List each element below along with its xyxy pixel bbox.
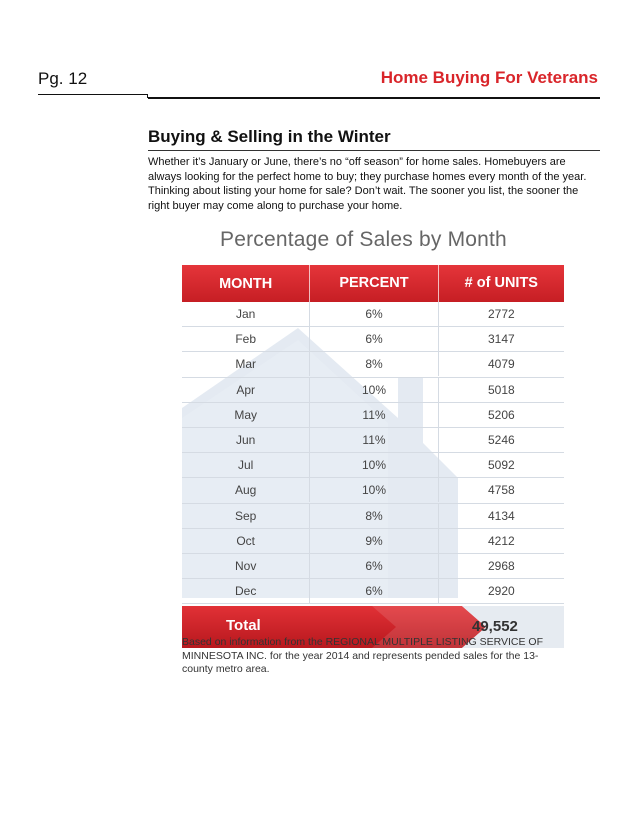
- cell-month: May: [234, 407, 257, 422]
- table-body: [182, 302, 564, 604]
- cell-units: 4758: [438, 478, 564, 502]
- cell-units: 4079: [438, 352, 564, 376]
- section-rule: [148, 150, 600, 151]
- cell-month: Nov: [234, 558, 257, 573]
- cell-units: 5092: [438, 453, 564, 477]
- cell-month: Aug: [234, 483, 257, 498]
- table-row: [182, 554, 564, 579]
- sales-table: [182, 265, 564, 648]
- cell-percent: 10%: [309, 478, 437, 502]
- cell-percent: 9%: [309, 529, 437, 553]
- table-row: [182, 529, 564, 554]
- table-row: [182, 403, 564, 428]
- cell-percent: 11%: [309, 403, 437, 427]
- table-header-row: [182, 265, 564, 302]
- cell-units: 2920: [438, 579, 564, 603]
- cell-units: 2968: [438, 554, 564, 578]
- cell-units: 4212: [438, 529, 564, 553]
- cell-units: 5246: [438, 428, 564, 452]
- header-rule-left: [38, 94, 148, 95]
- cell-month: Apr: [236, 382, 255, 397]
- cell-percent: 10%: [309, 453, 437, 477]
- header-units: # of UNITS: [438, 265, 564, 302]
- cell-percent: 6%: [309, 554, 437, 578]
- cell-units: 5018: [438, 378, 564, 402]
- total-value: 49,552: [472, 618, 518, 636]
- cell-month: Jul: [237, 458, 254, 473]
- sales-figure: [178, 228, 570, 698]
- cell-units: 3147: [438, 327, 564, 351]
- page-number: Pg. 12: [38, 69, 88, 88]
- cell-percent: 10%: [309, 378, 437, 402]
- table-row: [182, 478, 564, 503]
- figure-title: Percentage of Sales by Month: [220, 228, 507, 251]
- document-title: Home Buying For Veterans: [380, 68, 598, 87]
- table-row: [182, 327, 564, 352]
- cell-units: 5206: [438, 403, 564, 427]
- total-label: Total: [226, 617, 261, 635]
- cell-percent: 6%: [309, 327, 437, 351]
- header-rule-right: [148, 97, 600, 99]
- cell-percent: 8%: [309, 352, 437, 376]
- section-title: Buying & Selling in the Winter: [148, 127, 391, 146]
- table-row: [182, 428, 564, 453]
- table-row: [182, 453, 564, 478]
- header-percent: PERCENT: [309, 265, 437, 302]
- cell-month: Jan: [235, 307, 256, 322]
- section-body: Whether it’s January or June, there’s no “off season” for home sales. Homebuyers are always looking for the perfect home to buy; they purchase homes every month of the year. Thinking about listing your home for sale? Don’t wait. The sooner you list, the sooner the right buyer may come along to purchase your home.: [148, 156, 587, 212]
- cell-percent: 11%: [309, 428, 437, 452]
- table-row: [182, 378, 564, 403]
- cell-month: Sep: [234, 508, 257, 523]
- cell-month: Oct: [236, 533, 255, 548]
- table-row: [182, 579, 564, 604]
- figure-footnote: Based on information from the REGIONAL MULTIPLE LISTING SERVICE OF MINNESOTA INC. for the year 2014 and represents pended sales for the 13-county metro area.: [182, 636, 544, 675]
- header-month: MONTH: [219, 275, 273, 292]
- cell-month: Feb: [235, 332, 256, 347]
- table-row: [182, 352, 564, 377]
- cell-units: 2772: [438, 302, 564, 326]
- cell-month: Mar: [235, 357, 256, 372]
- cell-units: 4134: [438, 504, 564, 528]
- cell-month: Jun: [235, 433, 256, 448]
- table-row: [182, 504, 564, 529]
- cell-percent: 6%: [309, 302, 437, 326]
- table-row: [182, 302, 564, 327]
- cell-percent: 6%: [309, 579, 437, 603]
- cell-month: Dec: [234, 584, 257, 599]
- cell-percent: 8%: [309, 504, 437, 528]
